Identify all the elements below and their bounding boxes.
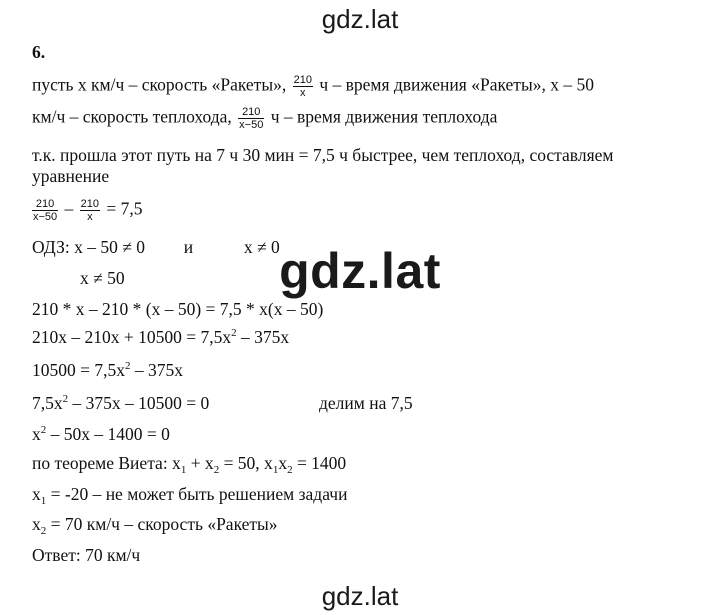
answer-line: Ответ: 70 км/ч [32,545,141,565]
odz-label: ОДЗ: х – 50 ≠ 0 [32,237,145,257]
step-1: 210 * х – 210 * (х – 50) = 7,5 * х(х – 50) [32,299,324,319]
step-5 [32,424,170,444]
vieta-a: по теореме Виета: х [32,453,181,473]
minus-sign: – [64,198,74,219]
step-4-note: делим на 7,5 [319,393,413,413]
root-2 [32,514,278,537]
text-line-2-a: км/ч – скорость теплохода, [32,106,232,127]
vieta-e: = 1400 [292,453,347,473]
step-4-b: – 375х – 10500 = 0 [68,393,210,413]
fraction-210-over-x-minus-50 [238,106,264,131]
step-5-a: х [32,424,41,444]
root-1-a: х [32,484,41,504]
step-3 [32,360,183,380]
text-line-4: уравнение [32,166,110,186]
exponent: 2 [125,360,131,372]
fraction-denominator: x [293,86,313,99]
step-2 [32,327,289,347]
fraction-2 [80,198,100,223]
text-line-2-b: ч – время движения теплохода [270,106,498,127]
step-2-a: 210х – 210х + 10500 = 7,5х [32,327,232,347]
root-2-a: х [32,514,41,534]
vieta-b: + х [186,453,214,473]
text-line-1 [32,74,594,99]
subscript: 2 [287,464,293,476]
subscript: 1 [40,495,47,507]
odz-and: и [183,237,194,257]
odz-cond-2: х ≠ 0 [243,237,280,257]
root-1-b: = -20 – не может быть решением задачи [46,484,348,504]
odz-cond-3: х ≠ 50 [80,268,125,288]
fraction-denominator: x−50 [33,211,58,223]
fraction-denominator: x−50 [239,119,264,131]
watermark-top: gdz.lat [321,4,399,34]
subscript: 1 [180,464,187,476]
exponent: 2 [231,327,237,339]
step-3-b: – 375х [130,360,183,380]
fraction-numerator: 210 [293,74,312,86]
fraction-210-over-x [293,74,313,99]
step-4 [32,393,209,413]
fraction-numerator: 210 [242,106,261,118]
fraction-numerator: 210 [35,198,55,210]
step-4-a: 7,5х [32,393,63,413]
watermark-middle: gdz.lat [279,243,441,299]
subscript: 2 [40,525,47,537]
subscript: 2 [213,464,220,476]
exponent: 2 [40,424,47,436]
text-line-1-b: ч – время движения «Ракеты», х – 50 [319,74,594,95]
equation-line [32,198,143,223]
vieta-line [32,453,347,476]
text-line-1-a: пусть х км/ч – скорость «Ракеты», [32,74,287,95]
exponent: 2 [62,393,69,405]
root-2-b: = 70 км/ч – скорость «Ракеты» [46,514,278,534]
root-1 [32,484,348,507]
text-line-3: т.к. прошла этот путь на 7 ч 30 мин = 7,5 ч быстрее, чем теплоход, составляем [32,145,614,165]
step-5-b: – 50х – 1400 = 0 [46,424,170,444]
text-line-2 [32,106,497,131]
step-2-b: – 375х [236,327,290,347]
equation-rhs: = 7,5 [106,198,143,219]
fraction-1 [32,198,58,223]
subscript: 1 [272,464,279,476]
fraction-numerator: 210 [80,198,100,210]
step-3-a: 10500 = 7,5х [32,360,125,380]
vieta-c: = 50, х [219,453,273,473]
fraction-denominator: x [80,210,100,223]
vieta-d: х [278,453,288,473]
task-number: 6. [32,42,46,62]
watermark-bottom: gdz.lat [321,581,399,611]
